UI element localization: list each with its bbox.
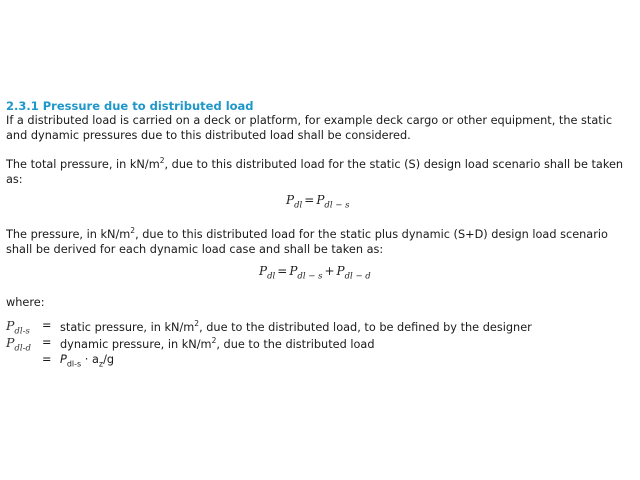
formula-term1-symbol: P: [289, 264, 298, 278]
p-subscript: dl-s: [66, 359, 82, 369]
static-text-a: The total pressure, in kN/m: [6, 157, 160, 171]
symbol-letter: P: [6, 335, 15, 350]
formula-equals: =: [304, 193, 315, 207]
formula-lhs-subscript: dl: [267, 271, 276, 282]
definition-text-b: , due to the distributed load: [216, 337, 375, 351]
definition-text-b: , due to the distributed load, to be defined by the designer: [199, 320, 532, 334]
symbol-subscript: dl-s: [14, 326, 30, 337]
dynamic-pressure-formula: [60, 353, 114, 368]
definition-text-a: static pressure, in kN/m: [60, 320, 195, 334]
unit-exponent: 2: [194, 319, 200, 328]
definition-equals: =: [42, 353, 52, 366]
dynamic-text-a: The pressure, in kN/m: [6, 227, 131, 241]
symbol-letter: P: [6, 318, 15, 333]
formula-rhs-subscript: dl − s: [324, 200, 350, 211]
acceleration-symbol: a: [91, 353, 99, 366]
formula-lhs-symbol: P: [286, 193, 295, 207]
definition-equals: =: [42, 336, 52, 349]
formula-term2-subscript: dl − d: [344, 271, 371, 282]
definition-symbol: [6, 318, 30, 337]
formula-rhs-symbol: P: [316, 193, 325, 207]
combined-formula: [259, 264, 371, 281]
static-formula: [286, 193, 349, 210]
formula-lhs-symbol: P: [259, 264, 268, 278]
symbol-subscript: dl-d: [14, 343, 31, 354]
formula-lhs-subscript: dl: [294, 200, 303, 211]
acceleration-subscript: z: [98, 359, 104, 369]
definition-text: [60, 319, 532, 334]
static-text-b: , due to this distributed load for the static (S) design load scenario shall be taken as:: [6, 157, 624, 186]
gravity-divisor: /g: [103, 353, 115, 366]
unit-exponent: 2: [159, 156, 165, 165]
dynamic-pressure-paragraph: [6, 223, 632, 257]
formula-term1-subscript: dl − s: [297, 271, 323, 282]
p-symbol: P: [60, 353, 67, 366]
definition-text-a: dynamic pressure, in kN/m: [60, 337, 212, 351]
where-label: where:: [6, 296, 45, 309]
definition-equals: =: [42, 319, 52, 332]
formula-equals: =: [277, 264, 288, 278]
intro-paragraph: If a distributed load is carried on a deck or platform, for example deck cargo or other equipment, the static and dynamic pressures due to this distributed load shall be considered.: [6, 114, 613, 142]
definition-text: [60, 336, 374, 351]
unit-exponent: 2: [211, 336, 217, 345]
unit-exponent: 2: [130, 226, 136, 235]
static-pressure-paragraph: [6, 153, 632, 187]
formula-term2-symbol: P: [336, 264, 345, 278]
section-heading: 2.3.1 Pressure due to distributed load: [6, 99, 254, 113]
definition-symbol: [6, 335, 31, 354]
dynamic-text-b: , due to this distributed load for the static plus dynamic (S+D) design load scenario shall be derived for each dynamic load case and shall be taken as:: [6, 227, 608, 256]
formula-plus: +: [324, 264, 335, 278]
multiply-dot: ·: [84, 353, 89, 366]
